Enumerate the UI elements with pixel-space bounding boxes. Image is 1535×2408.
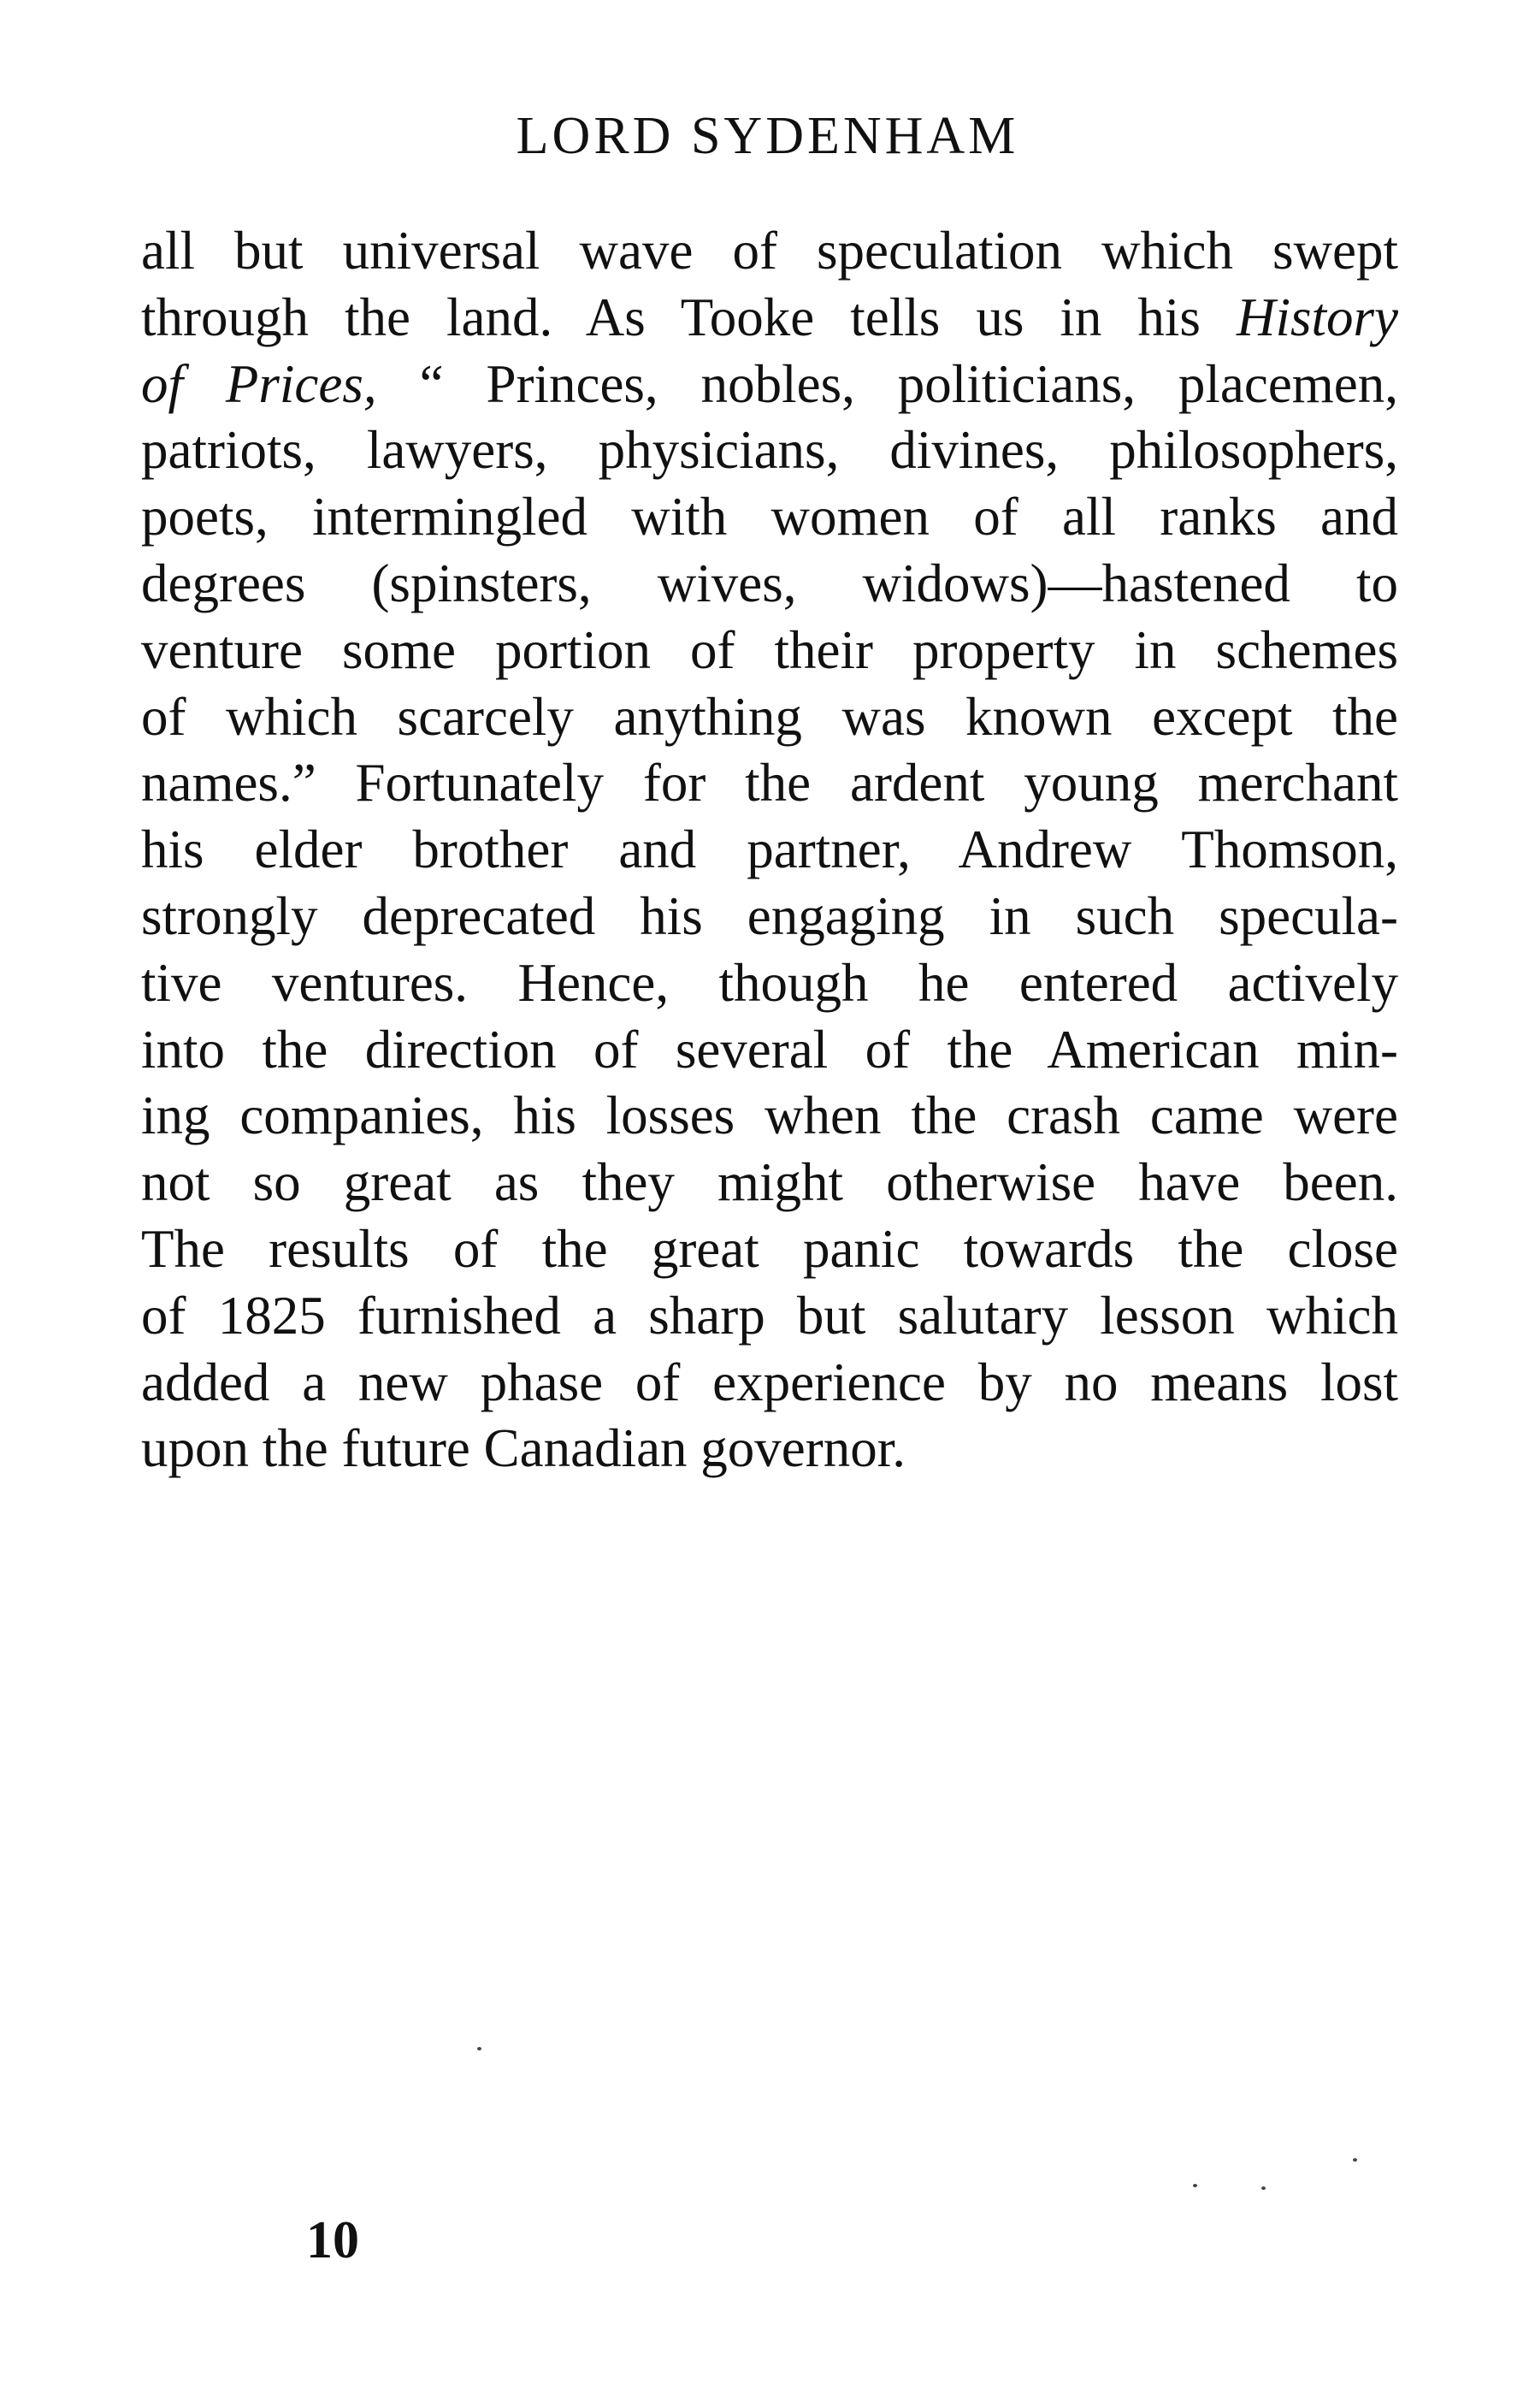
text-line: names.” Fortunately for the ardent young merchant <box>141 753 1398 814</box>
text-line: into the direction of several of the American min- <box>141 1019 1398 1080</box>
text-line <box>141 352 1398 418</box>
text-line: his elder brother and partner, Andrew Thomson, <box>141 819 1398 880</box>
book-title-italic: History <box>1237 287 1398 347</box>
text-line: of which scarcely anything was known except the <box>141 686 1398 747</box>
text-line <box>141 285 1398 352</box>
text-line: of 1825 furnished a sharp but salutary lesson which <box>141 1285 1398 1346</box>
print-speck <box>477 2047 481 2050</box>
text-line: poets, intermingled with women of all ranks and <box>141 487 1398 547</box>
book-title-italic: of Prices, <box>141 353 377 414</box>
text-line: not so great as they might otherwise have been. <box>141 1152 1398 1213</box>
text-line: all but universal wave of speculation which swept <box>141 221 1398 281</box>
print-speck <box>1193 2184 1197 2187</box>
text-segment: “ Princes, nobles, politicians, placemen, <box>376 353 1398 414</box>
text-line: tive ventures. Hence, though he entered actively <box>141 952 1398 1013</box>
page-number: 10 <box>306 2211 359 2269</box>
running-head: LORD SYDENHAM <box>516 107 1019 165</box>
text-line: degrees (spinsters, wives, widows)—hastened to <box>141 553 1398 613</box>
print-speck <box>1353 2158 1357 2162</box>
text-line: upon the future Canadian governor. <box>141 1418 906 1479</box>
text-line: added a new phase of experience by no means lost <box>141 1352 1398 1412</box>
text-line: The results of the great panic towards the close <box>141 1218 1398 1279</box>
text-segment: through the land. As Tooke tells us in his <box>141 287 1237 347</box>
print-speck <box>1261 2186 1266 2190</box>
text-line: strongly deprecated his engaging in such specula- <box>141 885 1398 946</box>
body-paragraph <box>141 218 1398 1482</box>
text-line: ing companies, his losses when the crash came were <box>141 1086 1398 1146</box>
text-line: patriots, lawyers, physicians, divines, philosophers, <box>141 420 1398 481</box>
text-line: venture some portion of their property in schemes <box>141 619 1398 680</box>
